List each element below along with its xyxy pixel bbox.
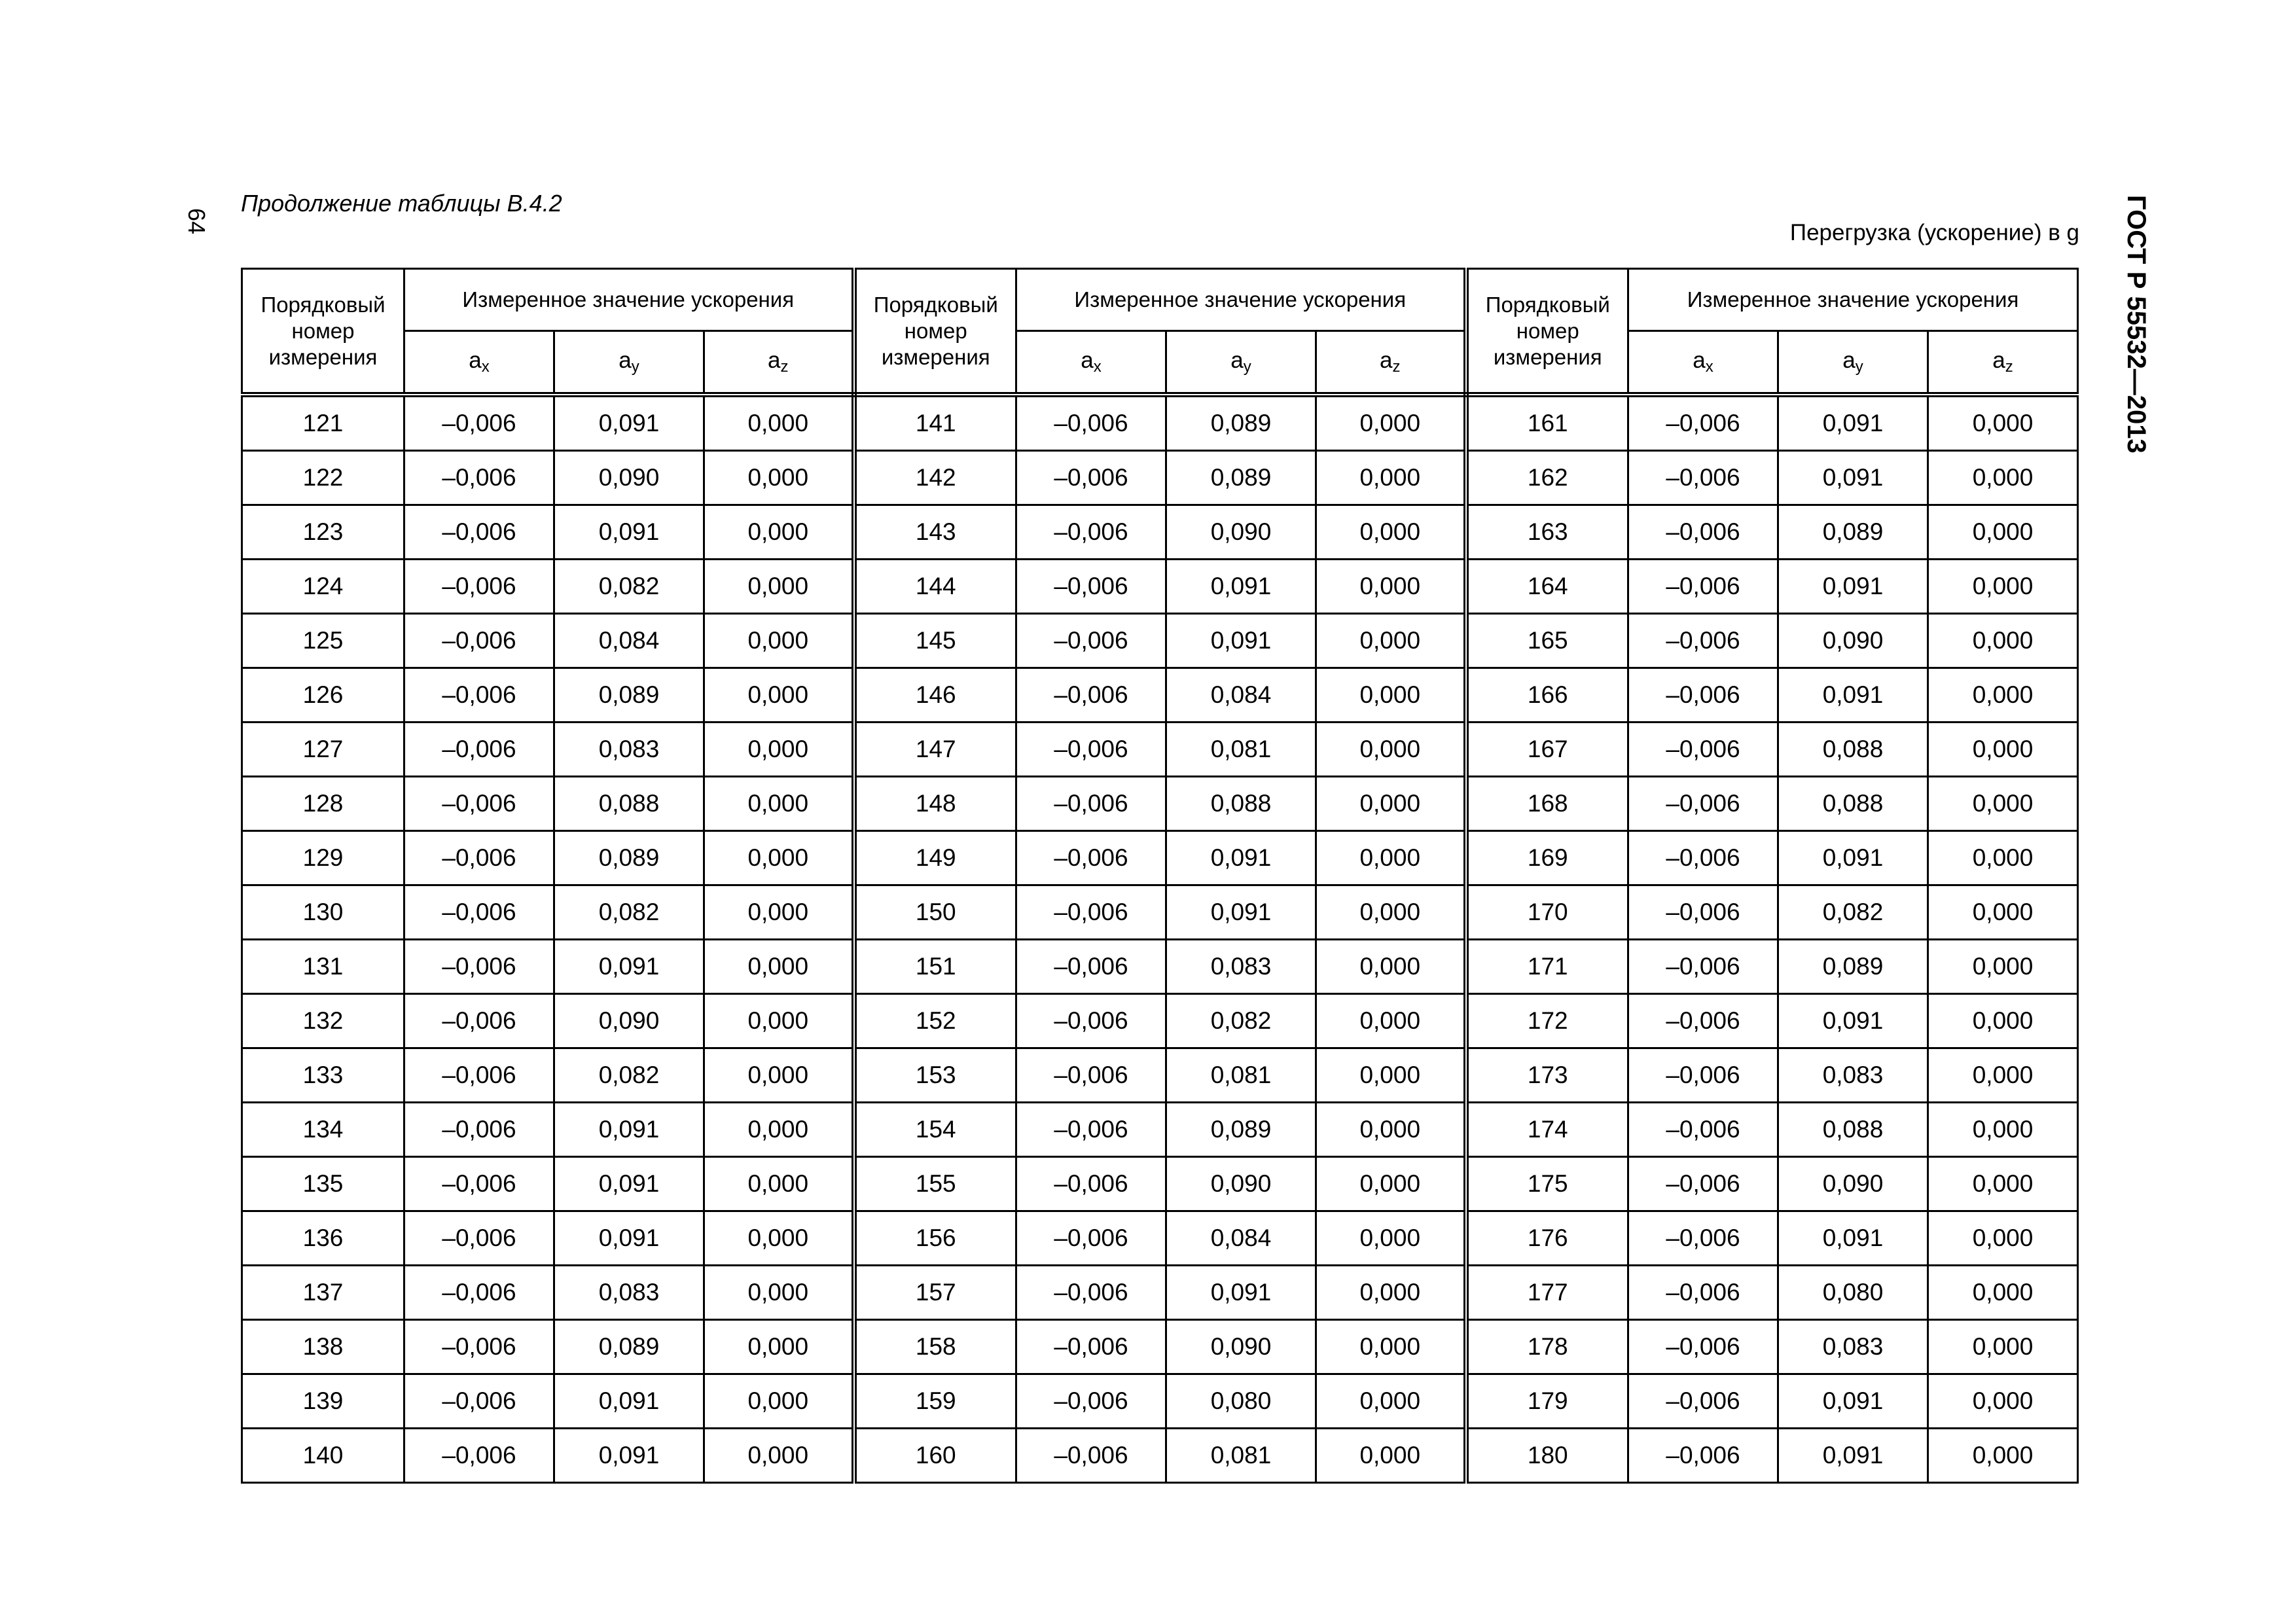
table-cell: –0,006 <box>1628 560 1778 614</box>
table-row <box>242 1103 2078 1157</box>
header-row-axes <box>242 331 2078 395</box>
table-cell: –0,006 <box>404 1320 554 1374</box>
table-cell: –0,006 <box>1628 505 1778 560</box>
table-cell: –0,006 <box>404 505 554 560</box>
table-cell: 0,082 <box>1778 885 1928 940</box>
table-cell: –0,006 <box>1016 777 1166 831</box>
table-cell: 140 <box>242 1429 404 1483</box>
table-cell: 0,091 <box>1778 451 1928 505</box>
table-cell: 0,091 <box>554 940 704 994</box>
table-cell: –0,006 <box>1016 505 1166 560</box>
table-cell: 0,088 <box>554 777 704 831</box>
table-cell: –0,006 <box>1016 1211 1166 1266</box>
table-cell: 173 <box>1466 1048 1628 1103</box>
table-row <box>242 505 2078 560</box>
table-cell: 127 <box>242 722 404 777</box>
table-cell: 157 <box>854 1266 1016 1320</box>
table-cell: 0,000 <box>1928 1157 2078 1211</box>
col-value-header: Измеренное значение ускорения <box>1628 269 2078 331</box>
table-cell: 0,088 <box>1778 1103 1928 1157</box>
table-cell: 130 <box>242 885 404 940</box>
table-cell: 0,082 <box>554 560 704 614</box>
table-cell: –0,006 <box>1016 451 1166 505</box>
table-cell: 137 <box>242 1266 404 1320</box>
table-cell: 158 <box>854 1320 1016 1374</box>
table-cell: 0,000 <box>1928 395 2078 451</box>
table-cell: 0,089 <box>554 668 704 722</box>
axis-header-z: $a_z$ <box>1928 331 2078 395</box>
table-cell: 0,000 <box>1316 1374 1466 1429</box>
table-cell: 0,000 <box>704 722 854 777</box>
table-cell: 164 <box>1466 560 1628 614</box>
table-cell: –0,006 <box>404 668 554 722</box>
table-cell: 0,000 <box>1316 451 1466 505</box>
table-cell: 0,000 <box>1928 1048 2078 1103</box>
table-cell: 143 <box>854 505 1016 560</box>
table-cell: 0,000 <box>704 885 854 940</box>
table-row <box>242 668 2078 722</box>
table-cell: 0,082 <box>554 1048 704 1103</box>
table-cell: –0,006 <box>404 560 554 614</box>
table-cell: 0,080 <box>1778 1266 1928 1320</box>
table-cell: –0,006 <box>1628 722 1778 777</box>
table-row <box>242 940 2078 994</box>
table-row <box>242 1048 2078 1103</box>
table-cell: 0,089 <box>554 1320 704 1374</box>
table-row <box>242 1374 2078 1429</box>
table-cell: 163 <box>1466 505 1628 560</box>
table-cell: –0,006 <box>1628 1374 1778 1429</box>
table-cell: 0,000 <box>1316 395 1466 451</box>
table-cell: 123 <box>242 505 404 560</box>
table-cell: 0,084 <box>1166 668 1316 722</box>
table-cell: 161 <box>1466 395 1628 451</box>
table-cell: –0,006 <box>404 451 554 505</box>
table-cell: 0,000 <box>704 1429 854 1483</box>
header-row-top <box>242 269 2078 331</box>
table-cell: 0,000 <box>1316 777 1466 831</box>
table-cell: 0,000 <box>1928 1266 2078 1320</box>
table-cell: 144 <box>854 560 1016 614</box>
table-cell: –0,006 <box>404 1103 554 1157</box>
table-row <box>242 451 2078 505</box>
col-number-header: Порядковый номер измерения <box>1466 269 1628 395</box>
table-cell: 0,000 <box>1928 1374 2078 1429</box>
table-cell: 159 <box>854 1374 1016 1429</box>
table-cell: 128 <box>242 777 404 831</box>
table-cell: 0,000 <box>1316 940 1466 994</box>
table-cell: 0,000 <box>1316 1320 1466 1374</box>
table-cell: –0,006 <box>1628 1103 1778 1157</box>
table-cell: 134 <box>242 1103 404 1157</box>
table-cell: 0,000 <box>704 668 854 722</box>
table-cell: –0,006 <box>1016 614 1166 668</box>
table-cell: 147 <box>854 722 1016 777</box>
table-cell: 155 <box>854 1157 1016 1211</box>
table-cell: 0,091 <box>554 1211 704 1266</box>
axis-header-x: $a_x$ <box>1628 331 1778 395</box>
table-cell: 166 <box>1466 668 1628 722</box>
table-cell: 176 <box>1466 1211 1628 1266</box>
table-cell: 0,000 <box>704 940 854 994</box>
table-cell: 0,000 <box>1928 722 2078 777</box>
col-value-header: Измеренное значение ускорения <box>404 269 854 331</box>
table-cell: 0,091 <box>1166 614 1316 668</box>
table-cell: –0,006 <box>404 614 554 668</box>
table-cell: 0,091 <box>1166 1266 1316 1320</box>
table-cell: –0,006 <box>1016 395 1166 451</box>
table-cell: –0,006 <box>404 940 554 994</box>
table-cell: 0,089 <box>1778 940 1928 994</box>
table-cell: 126 <box>242 668 404 722</box>
table-cell: 0,091 <box>1166 831 1316 885</box>
table-cell: –0,006 <box>404 1048 554 1103</box>
table-cell: 0,091 <box>1778 395 1928 451</box>
table-cell: 0,082 <box>554 885 704 940</box>
axis-header-y: $a_y$ <box>554 331 704 395</box>
axis-header-x: $a_x$ <box>1016 331 1166 395</box>
table-cell: –0,006 <box>1628 1048 1778 1103</box>
table-cell: 0,000 <box>1928 560 2078 614</box>
table-cell: –0,006 <box>1016 1374 1166 1429</box>
table-cell: 0,083 <box>1778 1320 1928 1374</box>
table-cell: 171 <box>1466 940 1628 994</box>
table-cell: 0,089 <box>1166 395 1316 451</box>
table-cell: 0,000 <box>1928 831 2078 885</box>
table-cell: 175 <box>1466 1157 1628 1211</box>
table-cell: 156 <box>854 1211 1016 1266</box>
table-cell: –0,006 <box>1016 1048 1166 1103</box>
table-cell: 154 <box>854 1103 1016 1157</box>
table-cell: 0,000 <box>704 1374 854 1429</box>
table-cell: –0,006 <box>404 831 554 885</box>
table-cell: 0,000 <box>1928 1103 2078 1157</box>
table-cell: 0,081 <box>1166 722 1316 777</box>
table-cell: 142 <box>854 451 1016 505</box>
table-cell: –0,006 <box>1628 831 1778 885</box>
table-cell: 0,000 <box>1928 614 2078 668</box>
col-number-header: Порядковый номер измерения <box>854 269 1016 395</box>
table-cell: 0,082 <box>1166 994 1316 1048</box>
table-row <box>242 560 2078 614</box>
table-cell: –0,006 <box>1016 668 1166 722</box>
table-cell: –0,006 <box>1016 994 1166 1048</box>
table-cell: 146 <box>854 668 1016 722</box>
table-cell: 122 <box>242 451 404 505</box>
table-cell: 0,083 <box>1778 1048 1928 1103</box>
table-row <box>242 777 2078 831</box>
table-cell: –0,006 <box>1628 1157 1778 1211</box>
table-cell: 0,000 <box>1928 505 2078 560</box>
table-cell: 162 <box>1466 451 1628 505</box>
table-cell: 0,000 <box>1928 1211 2078 1266</box>
table-cell: 172 <box>1466 994 1628 1048</box>
table-cell: 169 <box>1466 831 1628 885</box>
table-cell: –0,006 <box>1628 940 1778 994</box>
table-cell: –0,006 <box>1628 885 1778 940</box>
table-cell: 0,000 <box>1316 614 1466 668</box>
units-label: Перегрузка (ускорение) в g <box>1789 220 2079 245</box>
table-cell: 0,000 <box>1928 451 2078 505</box>
standard-title: ГОСТ Р 55532—2013 <box>2122 195 2151 454</box>
table-cell: 0,091 <box>554 505 704 560</box>
col-number-header: Порядковый номер измерения <box>242 269 404 395</box>
table-cell: 0,083 <box>1166 940 1316 994</box>
table-cell: 168 <box>1466 777 1628 831</box>
table-cell: 0,090 <box>1778 614 1928 668</box>
table-cell: 0,089 <box>1166 1103 1316 1157</box>
table-cell: –0,006 <box>1628 1320 1778 1374</box>
table-cell: 174 <box>1466 1103 1628 1157</box>
table-cell: 165 <box>1466 614 1628 668</box>
table-cell: 0,090 <box>554 451 704 505</box>
table-cell: 0,000 <box>1316 1211 1466 1266</box>
table-cell: –0,006 <box>1628 1429 1778 1483</box>
table-cell: –0,006 <box>1628 668 1778 722</box>
table-cell: 160 <box>854 1429 1016 1483</box>
table-cell: 151 <box>854 940 1016 994</box>
table-row <box>242 885 2078 940</box>
table-cell: –0,006 <box>404 722 554 777</box>
table-cell: 0,091 <box>1778 668 1928 722</box>
table-row <box>242 1211 2078 1266</box>
table-cell: –0,006 <box>1628 1266 1778 1320</box>
continuation-title: Продолжение таблицы В.4.2 <box>241 190 562 217</box>
table-cell: 138 <box>242 1320 404 1374</box>
axis-header-y: $a_y$ <box>1778 331 1928 395</box>
table-cell: 177 <box>1466 1266 1628 1320</box>
axis-header-y: $a_y$ <box>1166 331 1316 395</box>
table-cell: 0,091 <box>1166 560 1316 614</box>
table-cell: 0,091 <box>1778 831 1928 885</box>
table-cell: 0,000 <box>704 451 854 505</box>
table-cell: 170 <box>1466 885 1628 940</box>
table-cell: 0,090 <box>1166 1320 1316 1374</box>
table-cell: 180 <box>1466 1429 1628 1483</box>
table-cell: 0,084 <box>554 614 704 668</box>
table-cell: 0,091 <box>1778 560 1928 614</box>
table-cell: –0,006 <box>1016 1429 1166 1483</box>
table-cell: –0,006 <box>404 885 554 940</box>
table-cell: 0,000 <box>1316 1266 1466 1320</box>
table-cell: 0,091 <box>1778 1374 1928 1429</box>
table-row <box>242 395 2078 451</box>
table-cell: 0,000 <box>1316 722 1466 777</box>
table-cell: 0,091 <box>554 1157 704 1211</box>
table-cell: 0,088 <box>1166 777 1316 831</box>
table-cell: 0,081 <box>1166 1429 1316 1483</box>
table-cell: 0,000 <box>1928 1320 2078 1374</box>
table-cell: 167 <box>1466 722 1628 777</box>
table-cell: –0,006 <box>1016 831 1166 885</box>
table-cell: 0,000 <box>704 560 854 614</box>
table-cell: 124 <box>242 560 404 614</box>
table-cell: 0,091 <box>1166 885 1316 940</box>
table-cell: 0,000 <box>1928 1429 2078 1483</box>
page-number: 64 <box>183 208 210 235</box>
table-cell: 145 <box>854 614 1016 668</box>
table-cell: –0,006 <box>1016 1266 1166 1320</box>
table-cell: 0,000 <box>1316 885 1466 940</box>
table-cell: 149 <box>854 831 1016 885</box>
table-cell: 0,000 <box>1928 777 2078 831</box>
table-cell: 132 <box>242 994 404 1048</box>
table-cell: 0,090 <box>554 994 704 1048</box>
table-cell: 179 <box>1466 1374 1628 1429</box>
axis-header-x: $a_x$ <box>404 331 554 395</box>
table-row <box>242 831 2078 885</box>
table-cell: 131 <box>242 940 404 994</box>
table-cell: 0,000 <box>1316 1048 1466 1103</box>
table-cell: 0,084 <box>1166 1211 1316 1266</box>
table-cell: 0,000 <box>1928 994 2078 1048</box>
table-cell: 0,091 <box>554 395 704 451</box>
table-row <box>242 1429 2078 1483</box>
table-row <box>242 614 2078 668</box>
table-cell: –0,006 <box>1016 560 1166 614</box>
table-cell: –0,006 <box>1016 1103 1166 1157</box>
table-cell: –0,006 <box>404 1266 554 1320</box>
table-cell: –0,006 <box>404 1211 554 1266</box>
table-cell: 129 <box>242 831 404 885</box>
axis-header-z: $a_z$ <box>1316 331 1466 395</box>
table-cell: 0,090 <box>1778 1157 1928 1211</box>
table-cell: 0,000 <box>1316 1429 1466 1483</box>
table-cell: 0,081 <box>1166 1048 1316 1103</box>
table-cell: 0,088 <box>1778 722 1928 777</box>
table-cell: 0,089 <box>554 831 704 885</box>
table-cell: 0,000 <box>704 831 854 885</box>
table-cell: 0,089 <box>1166 451 1316 505</box>
table-cell: 0,000 <box>1316 994 1466 1048</box>
table-cell: 136 <box>242 1211 404 1266</box>
table-cell: –0,006 <box>1016 722 1166 777</box>
table-row <box>242 1266 2078 1320</box>
table-cell: 0,000 <box>1316 1103 1466 1157</box>
table-cell: 0,000 <box>1316 560 1466 614</box>
table-cell: 0,091 <box>554 1374 704 1429</box>
table-cell: 178 <box>1466 1320 1628 1374</box>
table-cell: 135 <box>242 1157 404 1211</box>
table-cell: 0,000 <box>1928 885 2078 940</box>
table-cell: 0,000 <box>704 1048 854 1103</box>
table-cell: 141 <box>854 395 1016 451</box>
table-cell: 0,088 <box>1778 777 1928 831</box>
col-value-header: Измеренное значение ускорения <box>1016 269 1466 331</box>
table-cell: 0,000 <box>1316 831 1466 885</box>
table-cell: –0,006 <box>1016 1157 1166 1211</box>
table-cell: –0,006 <box>404 395 554 451</box>
table-cell: 0,000 <box>1928 940 2078 994</box>
table-cell: –0,006 <box>1628 777 1778 831</box>
table-cell: 0,000 <box>704 1320 854 1374</box>
table-cell: 0,091 <box>1778 1429 1928 1483</box>
table-cell: 0,000 <box>704 1103 854 1157</box>
table-cell: 121 <box>242 395 404 451</box>
table-cell: –0,006 <box>404 994 554 1048</box>
table-cell: 125 <box>242 614 404 668</box>
table-cell: –0,006 <box>1016 885 1166 940</box>
table-cell: 0,091 <box>554 1103 704 1157</box>
table-cell: 0,000 <box>704 395 854 451</box>
table-cell: –0,006 <box>404 1157 554 1211</box>
table-cell: –0,006 <box>1628 395 1778 451</box>
table-cell: –0,006 <box>404 1429 554 1483</box>
table-cell: 0,080 <box>1166 1374 1316 1429</box>
table-cell: –0,006 <box>404 777 554 831</box>
table-cell: 133 <box>242 1048 404 1103</box>
table-cell: 0,000 <box>704 1211 854 1266</box>
table-cell: –0,006 <box>1628 614 1778 668</box>
table-cell: 0,091 <box>1778 994 1928 1048</box>
acceleration-table <box>241 268 2079 1484</box>
table-cell: –0,006 <box>1016 1320 1166 1374</box>
table-cell: –0,006 <box>1628 451 1778 505</box>
axis-header-z: $a_z$ <box>704 331 854 395</box>
table-cell: –0,006 <box>1628 1211 1778 1266</box>
table-cell: 0,000 <box>704 777 854 831</box>
table-cell: 0,000 <box>1316 668 1466 722</box>
table-row <box>242 722 2078 777</box>
table-cell: 0,083 <box>554 1266 704 1320</box>
table-row <box>242 1320 2078 1374</box>
table-cell: 0,000 <box>704 505 854 560</box>
table-cell: 150 <box>854 885 1016 940</box>
table-cell: 0,083 <box>554 722 704 777</box>
table-cell: 153 <box>854 1048 1016 1103</box>
table-cell: 0,000 <box>1316 505 1466 560</box>
table-cell: 0,000 <box>704 1266 854 1320</box>
table-cell: –0,006 <box>1016 940 1166 994</box>
table-cell: –0,006 <box>1628 994 1778 1048</box>
table-cell: 0,090 <box>1166 505 1316 560</box>
table-cell: 0,090 <box>1166 1157 1316 1211</box>
table-row <box>242 1157 2078 1211</box>
table-cell: 148 <box>854 777 1016 831</box>
table-cell: 139 <box>242 1374 404 1429</box>
table-cell: 0,000 <box>704 614 854 668</box>
table-cell: –0,006 <box>404 1374 554 1429</box>
table-cell: 0,000 <box>704 994 854 1048</box>
table-cell: 0,091 <box>554 1429 704 1483</box>
table-body <box>242 395 2078 1483</box>
table-cell: 0,091 <box>1778 1211 1928 1266</box>
table-cell: 0,000 <box>1928 668 2078 722</box>
table-cell: 152 <box>854 994 1016 1048</box>
table-cell: 0,000 <box>1316 1157 1466 1211</box>
table-row <box>242 994 2078 1048</box>
table-cell: 0,089 <box>1778 505 1928 560</box>
table-cell: 0,000 <box>704 1157 854 1211</box>
